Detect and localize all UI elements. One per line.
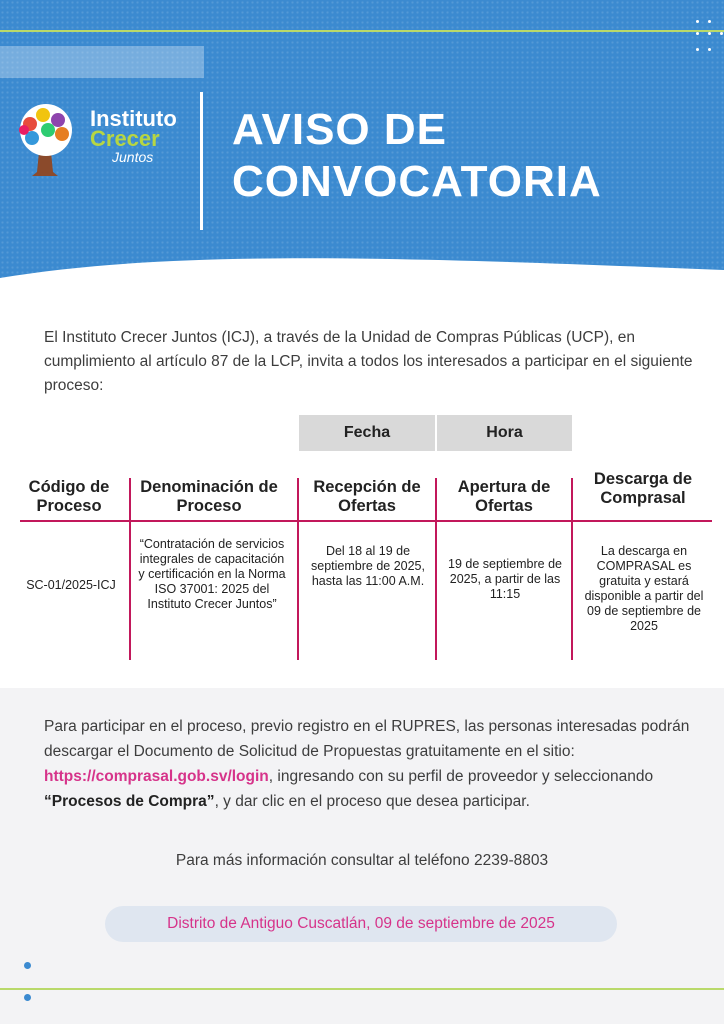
- title-line-1: AVISO DE: [232, 105, 448, 154]
- date-location-pill: Distrito de Antiguo Cuscatlán, 09 de septiembre de 2025: [105, 906, 617, 942]
- cell-codigo: SC-01/2025-ICJ: [26, 578, 116, 592]
- column-header-descarga: Descarga de Comprasal: [593, 470, 693, 507]
- column-divider: [129, 478, 131, 660]
- cell-denominacion: “Contratación de servicios integrales de capacitación y certificación en la Norma ISO 37001: 2025 del Instituto Crecer Juntos”: [138, 537, 286, 611]
- cell-descarga: La descarga en COMPRASAL es gratuita y estará disponible a partir del 09 de septiembre de 2025: [584, 544, 704, 633]
- participation-paragraph: [44, 714, 704, 814]
- group-header-hora: Hora: [437, 415, 572, 451]
- column-header-denominacion: Denominación de Proceso: [140, 478, 278, 515]
- cell-apertura: 19 de septiembre de 2025, a partir de las 11:15: [448, 557, 562, 601]
- title-line-2: CONVOCATORIA: [232, 157, 602, 206]
- cell-recepcion: Del 18 al 19 de septiembre de 2025, hasta las 11:00 A.M.: [311, 544, 425, 588]
- logo: [10, 100, 180, 180]
- procesos-de-compra-label: “Procesos de Compra”: [44, 793, 215, 810]
- column-divider: [435, 478, 437, 660]
- group-header-separator: [435, 415, 437, 451]
- logo-text: [90, 108, 177, 164]
- decorative-dot: [24, 962, 31, 969]
- participation-text-2: , ingresando con su perfil de proveedor y seleccionando: [268, 768, 654, 785]
- column-divider: [571, 478, 573, 660]
- comprasal-link[interactable]: https://comprasal.gob.sv/login: [44, 768, 269, 785]
- participation-text-3: , y dar clic en el proceso que desea participar.: [214, 793, 530, 810]
- page-title: [232, 104, 602, 208]
- column-header-codigo: Código de Proceso: [28, 478, 110, 515]
- contact-info: Para más información consultar al teléfono 2239-8803: [175, 852, 549, 869]
- column-header-recepcion: Recepción de Ofertas: [313, 478, 421, 515]
- column-divider: [297, 478, 299, 660]
- participation-text-1: Para participar en el proceso, previo registro en el RUPRES, las personas interesadas podrán descargar el Documento de Solicitud de Propuestas gratuitamente en el sitio:: [44, 718, 690, 760]
- intro-paragraph: El Instituto Crecer Juntos (ICJ), a través de la Unidad de Compras Públicas (UCP), en cumplimiento al artículo 87 de la LCP, invita a todos los interesados a participar en el siguiente proceso:: [44, 329, 693, 394]
- top-accent-line: [0, 30, 724, 32]
- tree-logo-icon: [10, 100, 82, 180]
- column-header-apertura: Apertura de Ofertas: [457, 478, 551, 515]
- bottom-accent-line: [0, 988, 724, 990]
- header-row-divider: [20, 520, 712, 522]
- decorative-dots: [694, 20, 724, 65]
- logo-line-2: Crecer: [90, 126, 160, 151]
- group-header-fecha: Fecha: [299, 415, 435, 451]
- decorative-bar: [0, 46, 204, 78]
- decorative-dot: [24, 994, 31, 1001]
- logo-line-3: Juntos: [112, 149, 154, 165]
- logo-line-1: Instituto: [90, 106, 177, 131]
- header-wave: [0, 248, 724, 308]
- header-divider: [200, 92, 203, 230]
